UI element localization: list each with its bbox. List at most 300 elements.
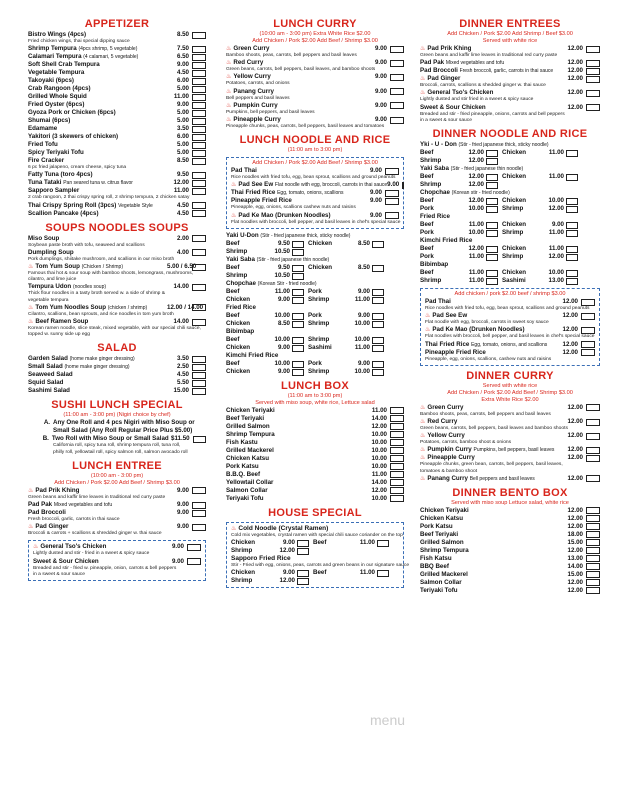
order-checkbox[interactable]	[372, 369, 384, 376]
order-checkbox[interactable]	[372, 345, 384, 352]
group-name: Yaki Saba	[226, 255, 255, 263]
menu-item	[226, 45, 404, 53]
order-checkbox[interactable]	[192, 46, 206, 53]
item-name-text: Dumpling Soup	[28, 248, 74, 256]
item-name-text: Shumai (6pcs)	[28, 117, 71, 125]
item-price: 14.00	[173, 318, 189, 326]
item-name	[226, 463, 365, 471]
order-checkbox[interactable]	[581, 349, 595, 356]
order-checkbox[interactable]	[192, 235, 206, 242]
order-checkbox[interactable]	[292, 361, 304, 368]
price-grid-row	[226, 320, 404, 328]
grid-label: Chicken	[502, 221, 527, 229]
order-checkbox[interactable]	[192, 158, 206, 165]
item-note: (home make ginger dressing)	[69, 356, 135, 363]
order-checkbox[interactable]	[486, 206, 498, 213]
order-checkbox[interactable]	[586, 76, 600, 83]
menu-item	[28, 202, 206, 210]
order-checkbox[interactable]	[390, 74, 404, 81]
order-checkbox[interactable]	[390, 415, 404, 422]
item-name-text: Vegetable Tempura	[28, 69, 85, 77]
order-checkbox[interactable]	[192, 210, 206, 217]
order-checkbox[interactable]	[586, 539, 600, 546]
order-checkbox[interactable]	[192, 380, 206, 387]
order-checkbox[interactable]	[372, 337, 384, 344]
item-name-text: BBQ Beef	[420, 562, 449, 570]
order-checkbox[interactable]	[586, 515, 600, 522]
order-checkbox[interactable]	[586, 563, 600, 570]
group-name: Yaki Saba	[420, 165, 449, 173]
item-name-text: Pad Broccoli	[420, 67, 458, 75]
order-checkbox[interactable]	[297, 578, 309, 585]
order-checkbox[interactable]	[192, 304, 206, 311]
order-checkbox[interactable]	[192, 172, 206, 179]
item-note: Vegetable Style	[118, 202, 153, 209]
order-checkbox[interactable]	[292, 265, 304, 272]
order-checkbox[interactable]	[192, 102, 206, 109]
grid-label: Beef	[420, 197, 434, 205]
order-checkbox[interactable]	[192, 86, 206, 93]
group-name: Yki - U - Don	[420, 141, 457, 149]
item-name-text: Chicken Katsu	[420, 514, 463, 522]
order-checkbox[interactable]	[486, 182, 498, 189]
grid-price: 8.50	[357, 239, 370, 247]
order-checkbox[interactable]	[385, 168, 399, 175]
order-checkbox[interactable]	[586, 455, 600, 462]
menu-item	[33, 558, 201, 566]
item-note: (4pcs shrimp, 5 vegetable)	[78, 46, 138, 53]
order-checkbox[interactable]	[586, 46, 600, 53]
order-checkbox[interactable]	[192, 110, 206, 117]
price-grid-row	[420, 245, 600, 253]
order-checkbox[interactable]	[192, 150, 206, 157]
order-checkbox[interactable]	[586, 531, 600, 538]
item-description: 2 crab rangoon, 2 thai crispy spring roll, 2 shrimp tempura, 2 chicken satay	[28, 195, 190, 201]
section-subtitle: Served with white rice	[482, 38, 538, 44]
order-checkbox[interactable]	[192, 356, 206, 363]
order-checkbox[interactable]	[566, 150, 578, 157]
chili-icon: ♨	[226, 117, 232, 124]
order-checkbox[interactable]	[390, 423, 404, 430]
item-name	[226, 471, 365, 479]
order-checkbox[interactable]	[390, 487, 404, 494]
order-checkbox[interactable]	[566, 174, 578, 181]
order-checkbox[interactable]	[566, 230, 578, 237]
option-label: B.	[42, 435, 49, 443]
section-title: DINNER ENTREES	[459, 18, 561, 30]
menu-item	[226, 102, 404, 110]
chili-icon: ♨	[28, 487, 34, 494]
order-checkbox[interactable]	[586, 68, 600, 75]
order-checkbox[interactable]	[372, 313, 384, 320]
order-checkbox[interactable]	[566, 198, 578, 205]
menu-item	[226, 439, 404, 447]
group-name: Bibimbap	[226, 327, 255, 335]
grid-label: Shrimp	[420, 157, 442, 165]
option-text: Small Salad (Any Roll Regular Price Plus $5.00)	[53, 427, 193, 435]
item-name-text: Calamari Tempura	[28, 53, 82, 61]
item-name-text: Tom Yum Noodles Soup	[35, 303, 106, 311]
item-price: 12.00	[567, 474, 583, 482]
order-checkbox[interactable]	[390, 447, 404, 454]
order-checkbox[interactable]	[581, 313, 595, 320]
order-checkbox[interactable]	[192, 249, 206, 256]
price-grid-row	[226, 248, 404, 256]
order-checkbox[interactable]	[390, 455, 404, 462]
grid-label: Beef	[226, 311, 240, 319]
order-checkbox[interactable]	[486, 230, 498, 237]
order-checkbox[interactable]	[292, 369, 304, 376]
item-name-text: Small Salad	[28, 363, 63, 371]
order-checkbox[interactable]	[566, 206, 578, 213]
menu-item	[28, 171, 206, 179]
menu-item	[420, 523, 600, 531]
order-checkbox[interactable]	[297, 570, 309, 577]
item-price: 14.00	[371, 414, 387, 422]
order-checkbox[interactable]	[390, 60, 404, 67]
order-checkbox[interactable]	[193, 436, 206, 443]
item-name-text: Teriyaki Tofu	[420, 586, 458, 594]
house-special-box	[226, 522, 410, 588]
order-checkbox[interactable]	[586, 571, 600, 578]
chili-icon: ♨	[28, 319, 34, 326]
item-name-text: Garden Salad	[28, 355, 68, 363]
order-checkbox[interactable]	[390, 88, 404, 95]
item-description: Pineapple, egg, onions, scallions cashew nuts and raisins	[231, 205, 356, 211]
order-checkbox[interactable]	[372, 289, 384, 296]
order-checkbox[interactable]	[586, 104, 600, 111]
grid-price: 11.00	[359, 569, 375, 577]
item-name-text: Salmon Collar	[226, 486, 268, 494]
group-note: (Stir - fried japanese thick, sticky noodle)	[458, 142, 549, 149]
order-checkbox[interactable]	[292, 241, 304, 248]
order-checkbox[interactable]	[486, 198, 498, 205]
item-description: Thick flour noodles in a tasty broth served w. a side of shrimp &	[28, 291, 166, 297]
order-checkbox[interactable]	[192, 54, 206, 61]
order-checkbox[interactable]	[372, 265, 384, 272]
item-price: 12.00	[567, 506, 583, 514]
order-checkbox[interactable]	[292, 273, 304, 280]
grid-price: 11.00	[548, 173, 564, 181]
order-checkbox[interactable]	[586, 579, 600, 586]
menu-item	[231, 212, 399, 220]
item-price: 12.00	[567, 75, 583, 83]
item-name	[28, 45, 167, 53]
item-description: 6 pc fried jalapeno, cream cheese, spicy tuna	[28, 165, 127, 171]
order-checkbox[interactable]	[586, 419, 600, 426]
item-price: 6.00	[176, 77, 189, 85]
order-checkbox[interactable]	[192, 502, 206, 509]
price-grid-row	[420, 157, 600, 165]
section-title: SUSHI LUNCH SPECIAL	[51, 399, 183, 412]
order-checkbox[interactable]	[586, 433, 600, 440]
item-description: Green beans, carrots, bell peppers, basil leaves, and bamboo shoots	[226, 67, 376, 73]
item-name	[420, 579, 561, 587]
item-name	[226, 455, 365, 463]
order-checkbox[interactable]	[486, 150, 498, 157]
order-checkbox[interactable]	[390, 431, 404, 438]
item-price: 10.00	[371, 430, 387, 438]
price-grid-row	[420, 229, 600, 237]
order-checkbox[interactable]	[390, 495, 404, 502]
order-checkbox[interactable]	[192, 388, 206, 395]
section-title: DINNER BENTO BOX	[452, 486, 568, 499]
item-name-text: Pad Ginger	[427, 75, 461, 83]
order-checkbox[interactable]	[586, 447, 600, 454]
order-checkbox[interactable]	[390, 463, 404, 470]
grid-price: 12.00	[548, 253, 564, 261]
order-checkbox[interactable]	[566, 222, 578, 229]
item-name-text: Beef Ramen Soup	[35, 318, 89, 326]
section-subtitle: Add Chicken / Pork $2.00 Add Beef / Shrimp $3.00	[54, 479, 180, 486]
item-description: Green beans, carrots, bell peppers, basil leaves and bamboo shoots	[420, 426, 568, 432]
order-checkbox[interactable]	[372, 241, 384, 248]
grid-label: Pork	[308, 287, 322, 295]
order-checkbox[interactable]	[377, 570, 389, 577]
order-checkbox[interactable]	[297, 540, 309, 547]
order-checkbox[interactable]	[192, 284, 206, 291]
order-checkbox[interactable]	[292, 297, 304, 304]
order-checkbox[interactable]	[187, 544, 201, 551]
item-note: Egg, tomato, onions, and scallions	[471, 341, 548, 348]
order-checkbox[interactable]	[377, 540, 389, 547]
order-checkbox[interactable]	[390, 407, 404, 414]
order-checkbox[interactable]	[297, 548, 309, 555]
order-checkbox[interactable]	[292, 249, 304, 256]
item-description: Fried chicken wings, thai special dipping sauce	[28, 39, 130, 44]
order-checkbox[interactable]	[486, 158, 498, 165]
item-description: Green beans and kaffir lime leaves in traditional red curry paste	[420, 53, 558, 58]
order-checkbox[interactable]	[372, 321, 384, 328]
item-name-text: Pad See Ew	[238, 181, 274, 189]
menu-item	[28, 149, 206, 157]
item-note: (Chicken / Shrimp)	[81, 264, 123, 271]
order-checkbox[interactable]	[192, 319, 206, 326]
item-price: 12.00	[567, 89, 583, 97]
group-heading	[226, 256, 404, 264]
item-name	[226, 415, 365, 423]
item-price: 12.00 / 14.00	[167, 303, 204, 311]
item-name	[33, 558, 162, 566]
item-price: 12.00	[371, 486, 387, 494]
section-subtitle: (10:00 am - 3:00 pm)	[90, 472, 144, 479]
order-checkbox[interactable]	[486, 270, 498, 277]
item-name-text: Sweet & Sour Chicken	[33, 557, 99, 565]
column-middle	[226, 14, 410, 591]
order-checkbox[interactable]	[586, 475, 600, 482]
item-price: 2.00	[176, 234, 189, 242]
price-grid-row	[420, 173, 600, 181]
order-checkbox[interactable]	[385, 198, 399, 205]
chili-icon: ♨	[231, 525, 237, 532]
item-name-text: Gyoza Pork or Chicken (6pcs)	[28, 109, 116, 117]
option-label: A.	[43, 419, 50, 427]
order-checkbox[interactable]	[372, 361, 384, 368]
item-price: 5.00	[176, 117, 189, 125]
item-price: 15.00	[567, 570, 583, 578]
item-price: 12.00	[567, 522, 583, 530]
grid-price: 10.00	[468, 229, 484, 237]
item-description: Broccoli, carrots, scallions & shedded ginger w. thai sauce	[420, 83, 546, 89]
order-checkbox[interactable]	[192, 524, 206, 531]
menu-item	[420, 446, 600, 454]
order-checkbox[interactable]	[586, 507, 600, 514]
order-checkbox[interactable]	[385, 212, 399, 219]
item-name-text: Sapporo Sampler	[28, 187, 80, 195]
order-checkbox[interactable]	[486, 254, 498, 261]
order-checkbox[interactable]	[586, 90, 600, 97]
order-checkbox[interactable]	[486, 222, 498, 229]
item-name-text: Pad Thai	[231, 167, 257, 175]
order-checkbox[interactable]	[372, 297, 384, 304]
item-name	[28, 355, 167, 363]
grid-label: Chicken	[231, 539, 256, 547]
item-description: Green beans and kaffir lime leaves in traditional red curry paste	[28, 494, 166, 500]
menu-item	[28, 387, 206, 395]
menu-item	[28, 487, 206, 495]
item-name-text: Green Curry	[427, 403, 464, 411]
order-checkbox[interactable]	[581, 341, 595, 348]
item-note: Bell peppers and basil leaves	[469, 475, 535, 482]
grid-price: 11.00	[359, 539, 375, 547]
group-name: Chopchae	[420, 189, 450, 197]
section-subtitle: (11:00 am to 3:00 pm)	[287, 147, 343, 154]
order-checkbox[interactable]	[292, 313, 304, 320]
section-subtitle: Add Chicken / Pork $2.00 Add Shrimp / Beef $3.00	[447, 31, 573, 37]
order-checkbox[interactable]	[192, 62, 206, 69]
order-checkbox[interactable]	[192, 364, 206, 371]
order-checkbox[interactable]	[486, 246, 498, 253]
order-checkbox[interactable]	[292, 289, 304, 296]
grid-price: 9.00	[282, 539, 295, 547]
order-checkbox[interactable]	[581, 327, 595, 334]
order-checkbox[interactable]	[390, 117, 404, 124]
section-subtitle: Add Chicken / Pork $2.00 Add Beef / Shrimp $3.00	[252, 160, 378, 167]
order-checkbox[interactable]	[192, 32, 206, 39]
order-checkbox[interactable]	[192, 202, 206, 209]
item-name	[28, 85, 167, 93]
grid-label: Shrimp	[308, 367, 330, 375]
order-checkbox[interactable]	[192, 180, 206, 187]
order-checkbox[interactable]	[192, 70, 206, 77]
order-checkbox[interactable]	[192, 142, 206, 149]
order-checkbox[interactable]	[390, 46, 404, 53]
menu-item	[28, 45, 206, 53]
item-price: 11.00	[173, 187, 189, 195]
item-price: 9.00	[374, 87, 387, 95]
order-checkbox[interactable]	[192, 78, 206, 85]
order-checkbox[interactable]	[192, 372, 206, 379]
item-price: 9.00	[387, 181, 400, 189]
menu-item	[420, 104, 600, 112]
item-price: 9.00	[176, 509, 189, 517]
grid-label: Beef	[420, 149, 434, 157]
order-checkbox[interactable]	[566, 270, 578, 277]
option-description: California roll, spicy tuna roll, shrimp tempura roll, tuna roll,	[53, 443, 181, 449]
order-checkbox[interactable]	[292, 321, 304, 328]
column-left	[28, 14, 206, 584]
item-name	[420, 571, 561, 579]
order-checkbox[interactable]	[390, 479, 404, 486]
item-name	[420, 67, 561, 75]
item-name	[420, 104, 561, 112]
item-price: 4.50	[176, 69, 189, 77]
order-checkbox[interactable]	[586, 60, 600, 67]
order-checkbox[interactable]	[581, 299, 595, 306]
item-name-text: Pad Ke Mao (Drunken Noodles)	[238, 211, 331, 219]
order-checkbox[interactable]	[566, 278, 578, 285]
order-checkbox[interactable]	[390, 439, 404, 446]
order-checkbox[interactable]	[586, 404, 600, 411]
order-checkbox[interactable]	[586, 587, 600, 594]
order-checkbox[interactable]	[192, 510, 206, 517]
menu-item	[226, 463, 404, 471]
grid-price: 8.50	[277, 319, 290, 327]
order-checkbox[interactable]	[292, 345, 304, 352]
item-note: (chicken / shrimp)	[107, 304, 148, 311]
order-checkbox[interactable]	[390, 102, 404, 109]
item-price: 4.00	[176, 248, 189, 256]
order-checkbox[interactable]	[385, 190, 399, 197]
order-checkbox[interactable]	[566, 246, 578, 253]
group-name: Yaki U-Don	[226, 231, 259, 239]
price-grid-row	[226, 288, 404, 296]
item-name	[420, 523, 561, 531]
item-note: Fresh broccoli, garlic, carrots in thai sauce	[459, 68, 554, 75]
order-checkbox[interactable]	[192, 487, 206, 494]
menu-item	[226, 479, 404, 487]
grid-label: Beef	[226, 287, 240, 295]
menu-item	[28, 93, 206, 101]
item-name	[28, 509, 167, 517]
item-name-text: Pineapple Curry	[427, 454, 475, 462]
order-checkbox[interactable]	[586, 547, 600, 554]
item-name	[420, 59, 561, 67]
menu-item	[28, 101, 206, 109]
order-checkbox[interactable]	[192, 94, 206, 101]
order-checkbox[interactable]	[402, 182, 404, 189]
order-checkbox[interactable]	[390, 471, 404, 478]
menu-item	[420, 587, 600, 595]
order-checkbox[interactable]	[192, 264, 206, 271]
order-checkbox[interactable]	[192, 118, 206, 125]
item-note: Pan seared tuna w. citrus flavor	[63, 180, 133, 187]
order-checkbox[interactable]	[292, 337, 304, 344]
order-checkbox[interactable]	[192, 188, 206, 195]
item-name	[420, 547, 561, 555]
item-price: 12.00	[567, 432, 583, 440]
order-checkbox[interactable]	[586, 523, 600, 530]
item-name-text: Crab Rangoon (4pcs)	[28, 85, 91, 93]
item-name	[28, 179, 167, 187]
menu-item	[28, 109, 206, 117]
order-checkbox[interactable]	[586, 555, 600, 562]
order-checkbox[interactable]	[486, 278, 498, 285]
grid-price: 10.00	[354, 335, 370, 343]
order-checkbox[interactable]	[192, 134, 206, 141]
menu-item	[226, 59, 404, 67]
order-checkbox[interactable]	[486, 174, 498, 181]
order-checkbox[interactable]	[566, 254, 578, 261]
grid-label: Beef	[420, 245, 434, 253]
grid-price: 11.00	[468, 277, 484, 285]
order-checkbox[interactable]	[192, 126, 206, 133]
grid-label: Shrimp	[420, 181, 442, 189]
grid-price: 11.00	[468, 221, 484, 229]
order-checkbox[interactable]	[187, 558, 201, 565]
item-price: 10.00	[371, 446, 387, 454]
chili-icon: ♨	[28, 304, 34, 311]
